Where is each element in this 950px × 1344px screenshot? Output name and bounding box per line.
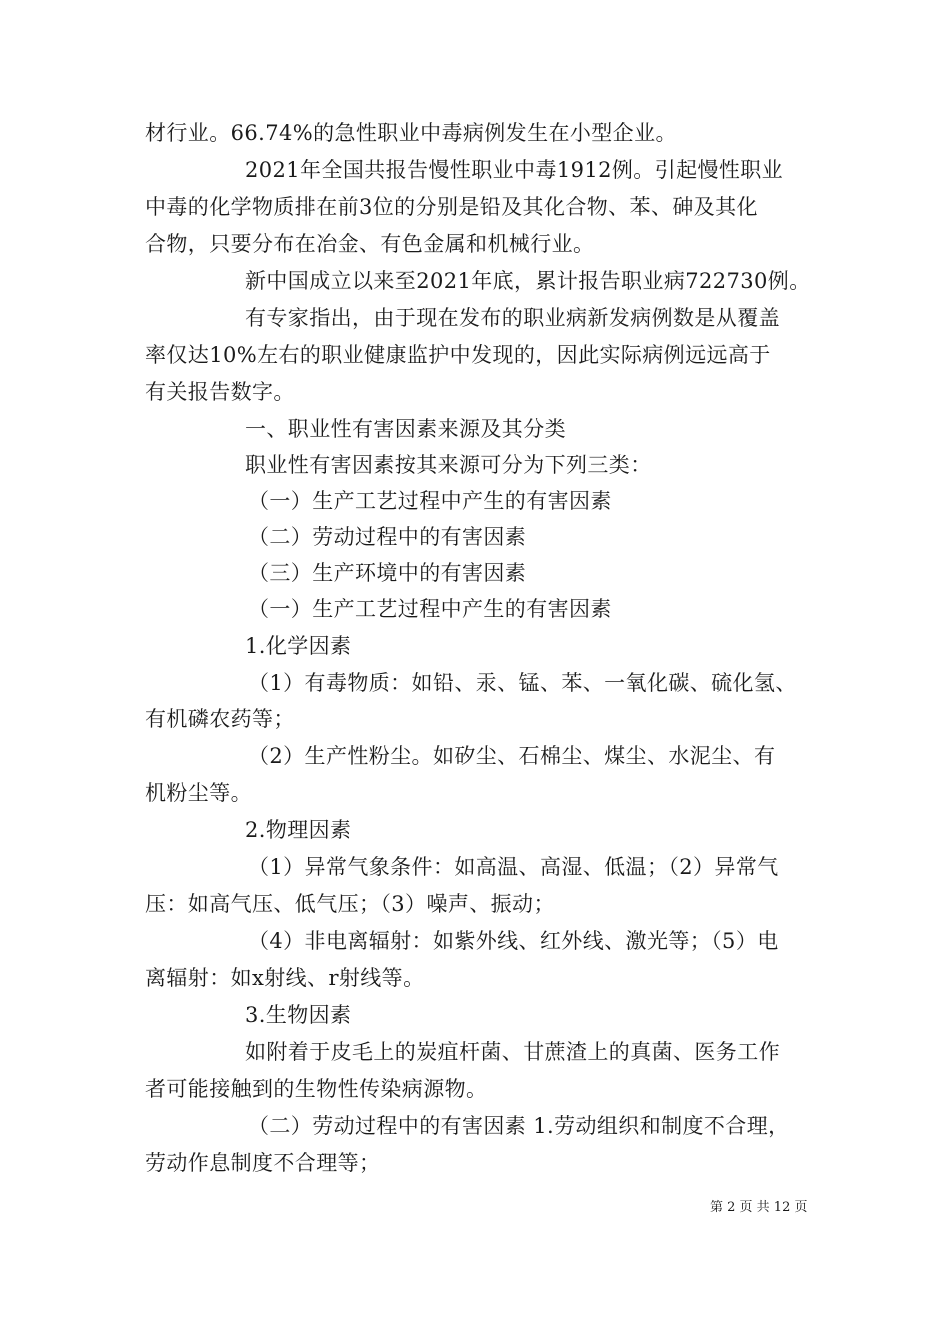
- text-line: （1）有毒物质：如铅、汞、锰、苯、一氧化碳、硫化氢、: [248, 671, 797, 695]
- list-item: （三）生产环境中的有害因素: [248, 561, 527, 585]
- text-line: （1）异常气象条件：如高温、高湿、低温；（2）异常气: [248, 855, 779, 879]
- text-line: 率仅达10%左右的职业健康监护中发现的，因此实际病例远远高于: [145, 343, 771, 367]
- subsection-heading: 2.物理因素: [245, 818, 352, 842]
- text-line: 中毒的化学物质排在前3位的分别是铅及其化合物、苯、砷及其化: [145, 195, 758, 219]
- text-line: 劳动作息制度不合理等；: [145, 1151, 381, 1175]
- text-line: 机粉尘等。: [145, 781, 252, 805]
- text-line: 离辐射：如x射线、r射线等。: [145, 966, 425, 990]
- section-heading: 一、职业性有害因素来源及其分类: [245, 417, 566, 441]
- text-line: 新中国成立以来至2021年底，累计报告职业病722730例。: [245, 269, 811, 293]
- text-line: 职业性有害因素按其来源可分为下列三类：: [245, 453, 652, 477]
- text-line: 有机磷农药等；: [145, 707, 295, 731]
- text-line: 有关报告数字。: [145, 380, 295, 404]
- text-line: （二）劳动过程中的有害因素 1.劳动组织和制度不合理，: [248, 1114, 790, 1138]
- subsection-heading: 1.化学因素: [245, 634, 352, 658]
- list-item: （一）生产工艺过程中产生的有害因素: [248, 489, 612, 513]
- page-number: 第 2 页 共 12 页: [710, 1200, 808, 1215]
- text-line: 材行业。66.74%的急性职业中毒病例发生在小型企业。: [145, 121, 677, 145]
- text-line: 压：如高气压、低气压；（3）噪声、振动；: [145, 892, 555, 916]
- subsection-heading: 3.生物因素: [245, 1003, 352, 1027]
- list-item: （二）劳动过程中的有害因素: [248, 525, 527, 549]
- text-line: （4）非电离辐射：如紫外线、红外线、激光等；（5）电: [248, 929, 779, 953]
- text-line: 2021年全国共报告慢性职业中毒1912例。引起慢性职业: [245, 158, 784, 182]
- text-line: 有专家指出，由于现在发布的职业病新发病例数是从覆盖: [245, 306, 780, 330]
- text-line: （2）生产性粉尘。如矽尘、石棉尘、煤尘、水泥尘、有: [248, 744, 776, 768]
- text-line: 如附着于皮毛上的炭疽杆菌、甘蔗渣上的真菌、医务工作: [245, 1040, 780, 1064]
- text-line: 合物，只要分布在冶金、有色金属和机械行业。: [145, 232, 595, 256]
- text-line: 者可能接触到的生物性传染病源物。: [145, 1077, 488, 1101]
- subsection-heading: （一）生产工艺过程中产生的有害因素: [248, 597, 612, 621]
